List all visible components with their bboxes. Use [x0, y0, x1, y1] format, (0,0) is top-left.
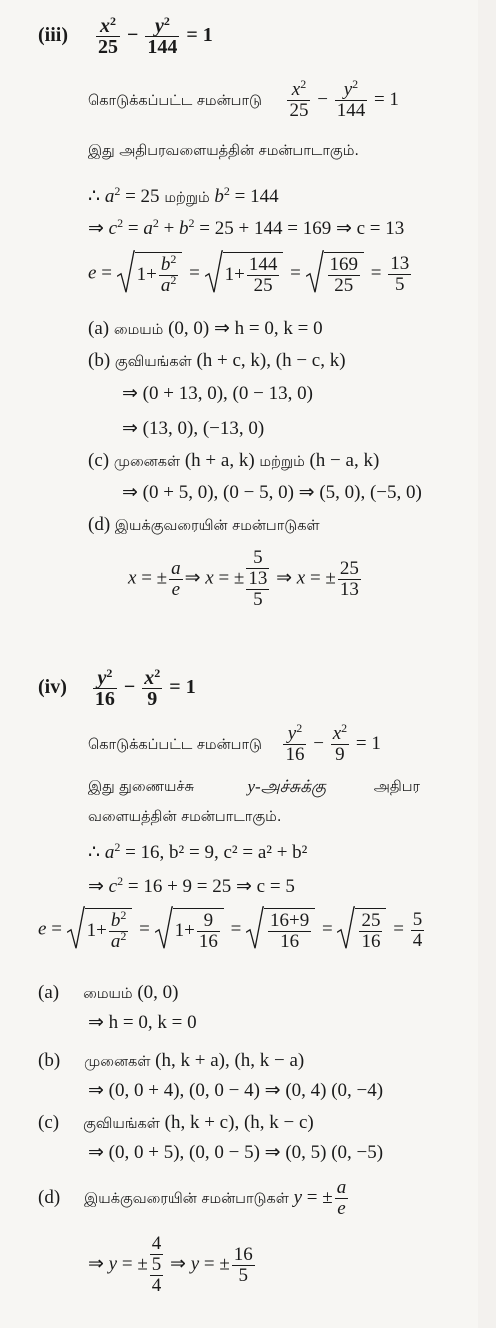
iii-given-frac-x: $\frac{x^2}{25}$ [289, 77, 309, 121]
iv-line1: ∴ $a^2 = 16$, b² = 9, c² = a² + b² [88, 840, 308, 863]
iv-item-a-l2: ⇒ h = 0, k = 0 [88, 1012, 197, 1033]
iv-statement-2: வளையத்தின் சமன்பாடாகும். [88, 809, 282, 825]
iii-directrix: x = ± $\frac{a}{e}$ ⇒ x = ± 5 13 5 ⇒ x = ± $\frac{25}{13}$ [128, 547, 359, 610]
iv-heading: (iv) $\frac{y^2}{16}$ − $\frac{x^2}{9}$ = 1 [38, 666, 196, 710]
iii-eccentricity: e = 1+ $\frac{b^2}{a^2}$ = 1+ $\frac{144}{25}$ = $\frac{169}{25}$ = $\frac{13}{5}$ [88, 252, 410, 296]
iv-directrix: ⇒ y = ± 4 5 4 ⇒ y = ± $\frac{16}{5}$ [88, 1233, 253, 1296]
iii-frac-y: $\frac{y^2}{144}$ [147, 14, 178, 58]
iii-heading: (iii) $\frac{x^2}{25}$ − $\frac{y^2}{144}$ = 1 [38, 14, 213, 58]
iii-given-line: கொடுக்கப்பட்ட சமன்பாடு $\frac{x^2}{25}$ − $\frac{y^2}{144}$ = 1 [88, 77, 399, 121]
iv-item-a: (a) மையம் (0, 0) [38, 982, 179, 1003]
iii-item-a: (a) மையம் (0, 0) ⇒ h = 0, k = 0 [88, 318, 323, 339]
iii-frac-x: $\frac{x^2}{25}$ [98, 14, 118, 58]
iii-given-text: கொடுக்கப்பட்ட சமன்பாடு [88, 92, 262, 109]
iii-item-d: (d) இயக்குவரையின் சமன்பாடுகள் [88, 514, 320, 535]
iv-given-text: கொடுக்கப்பட்ட சமன்பாடு [88, 736, 262, 753]
iv-item-c-l2: ⇒ (0, 0 + 5), (0, 0 − 5) ⇒ (0, 5) (0, −5) [88, 1142, 384, 1163]
iv-statement-1: இது துணையச்சு y-அச்சுக்கு அதிபர [88, 777, 420, 796]
iv-item-c: (c) குவியங்கள் (h, k + c), (h, k − c) [38, 1112, 314, 1133]
iii-item-b-l3: ⇒ (13, 0), (−13, 0) [122, 418, 265, 439]
iii-statement: இது அதிபரவளையத்தின் சமன்பாடாகும். [88, 143, 359, 159]
iv-label: (iv) [38, 676, 67, 699]
iii-item-c: (c) முனைகள் (h + a, k) மற்றும் (h − a, k) [88, 450, 380, 471]
iii-given-frac-y: $\frac{y^2}{144}$ [336, 77, 366, 121]
iii-item-b: (b) குவியங்கள் (h + c, k), (h − c, k) [88, 350, 346, 371]
iv-given-frac-x: $\frac{x^2}{9}$ [332, 721, 348, 765]
iv-frac-y: $\frac{y^2}{16}$ [94, 666, 115, 710]
iv-line2: ⇒ $c^2 = 16 + 9 = 25$ ⇒ c = 5 [88, 874, 295, 897]
iv-item-b: (b) முனைகள் (h, k + a), (h, k − a) [38, 1050, 305, 1071]
iv-eccentricity: e = 1+ $\frac{b^2}{a^2}$ = 1+ $\frac{9}{16}$ = $\frac{16+9}{16}$ = $\frac{25}{16}$ = $\frac{5}{4}$ [38, 908, 423, 952]
iii-item-b-l2: ⇒ (0 + 13, 0), (0 − 13, 0) [122, 383, 313, 404]
iv-given-frac-y: $\frac{y^2}{16}$ [285, 721, 305, 765]
iii-item-c-l2: ⇒ (0 + 5, 0), (0 − 5, 0) ⇒ (5, 0), (−5, 0) [122, 482, 422, 503]
iii-line2: ⇒ $c^2 = a^2 + b^2 = 25 + 144 = 169$ ⇒ c = 13 [88, 216, 405, 239]
iv-given-line: கொடுக்கப்பட்ட சமன்பாடு $\frac{y^2}{16}$ − $\frac{x^2}{9}$ = 1 [88, 721, 381, 765]
iv-item-d: (d) இயக்குவரையின் சமன்பாடுகள் y = ± $\frac{a}{e}$ [38, 1177, 347, 1219]
iii-line1: ∴ $a^2 = 25$ மற்றும் $b^2 = 144$ [88, 184, 279, 207]
iv-frac-x: $\frac{x^2}{9}$ [144, 666, 161, 710]
iii-label: (iii) [38, 24, 68, 47]
iv-item-b-l2: ⇒ (0, 0 + 4), (0, 0 − 4) ⇒ (0, 4) (0, −4) [88, 1080, 384, 1101]
